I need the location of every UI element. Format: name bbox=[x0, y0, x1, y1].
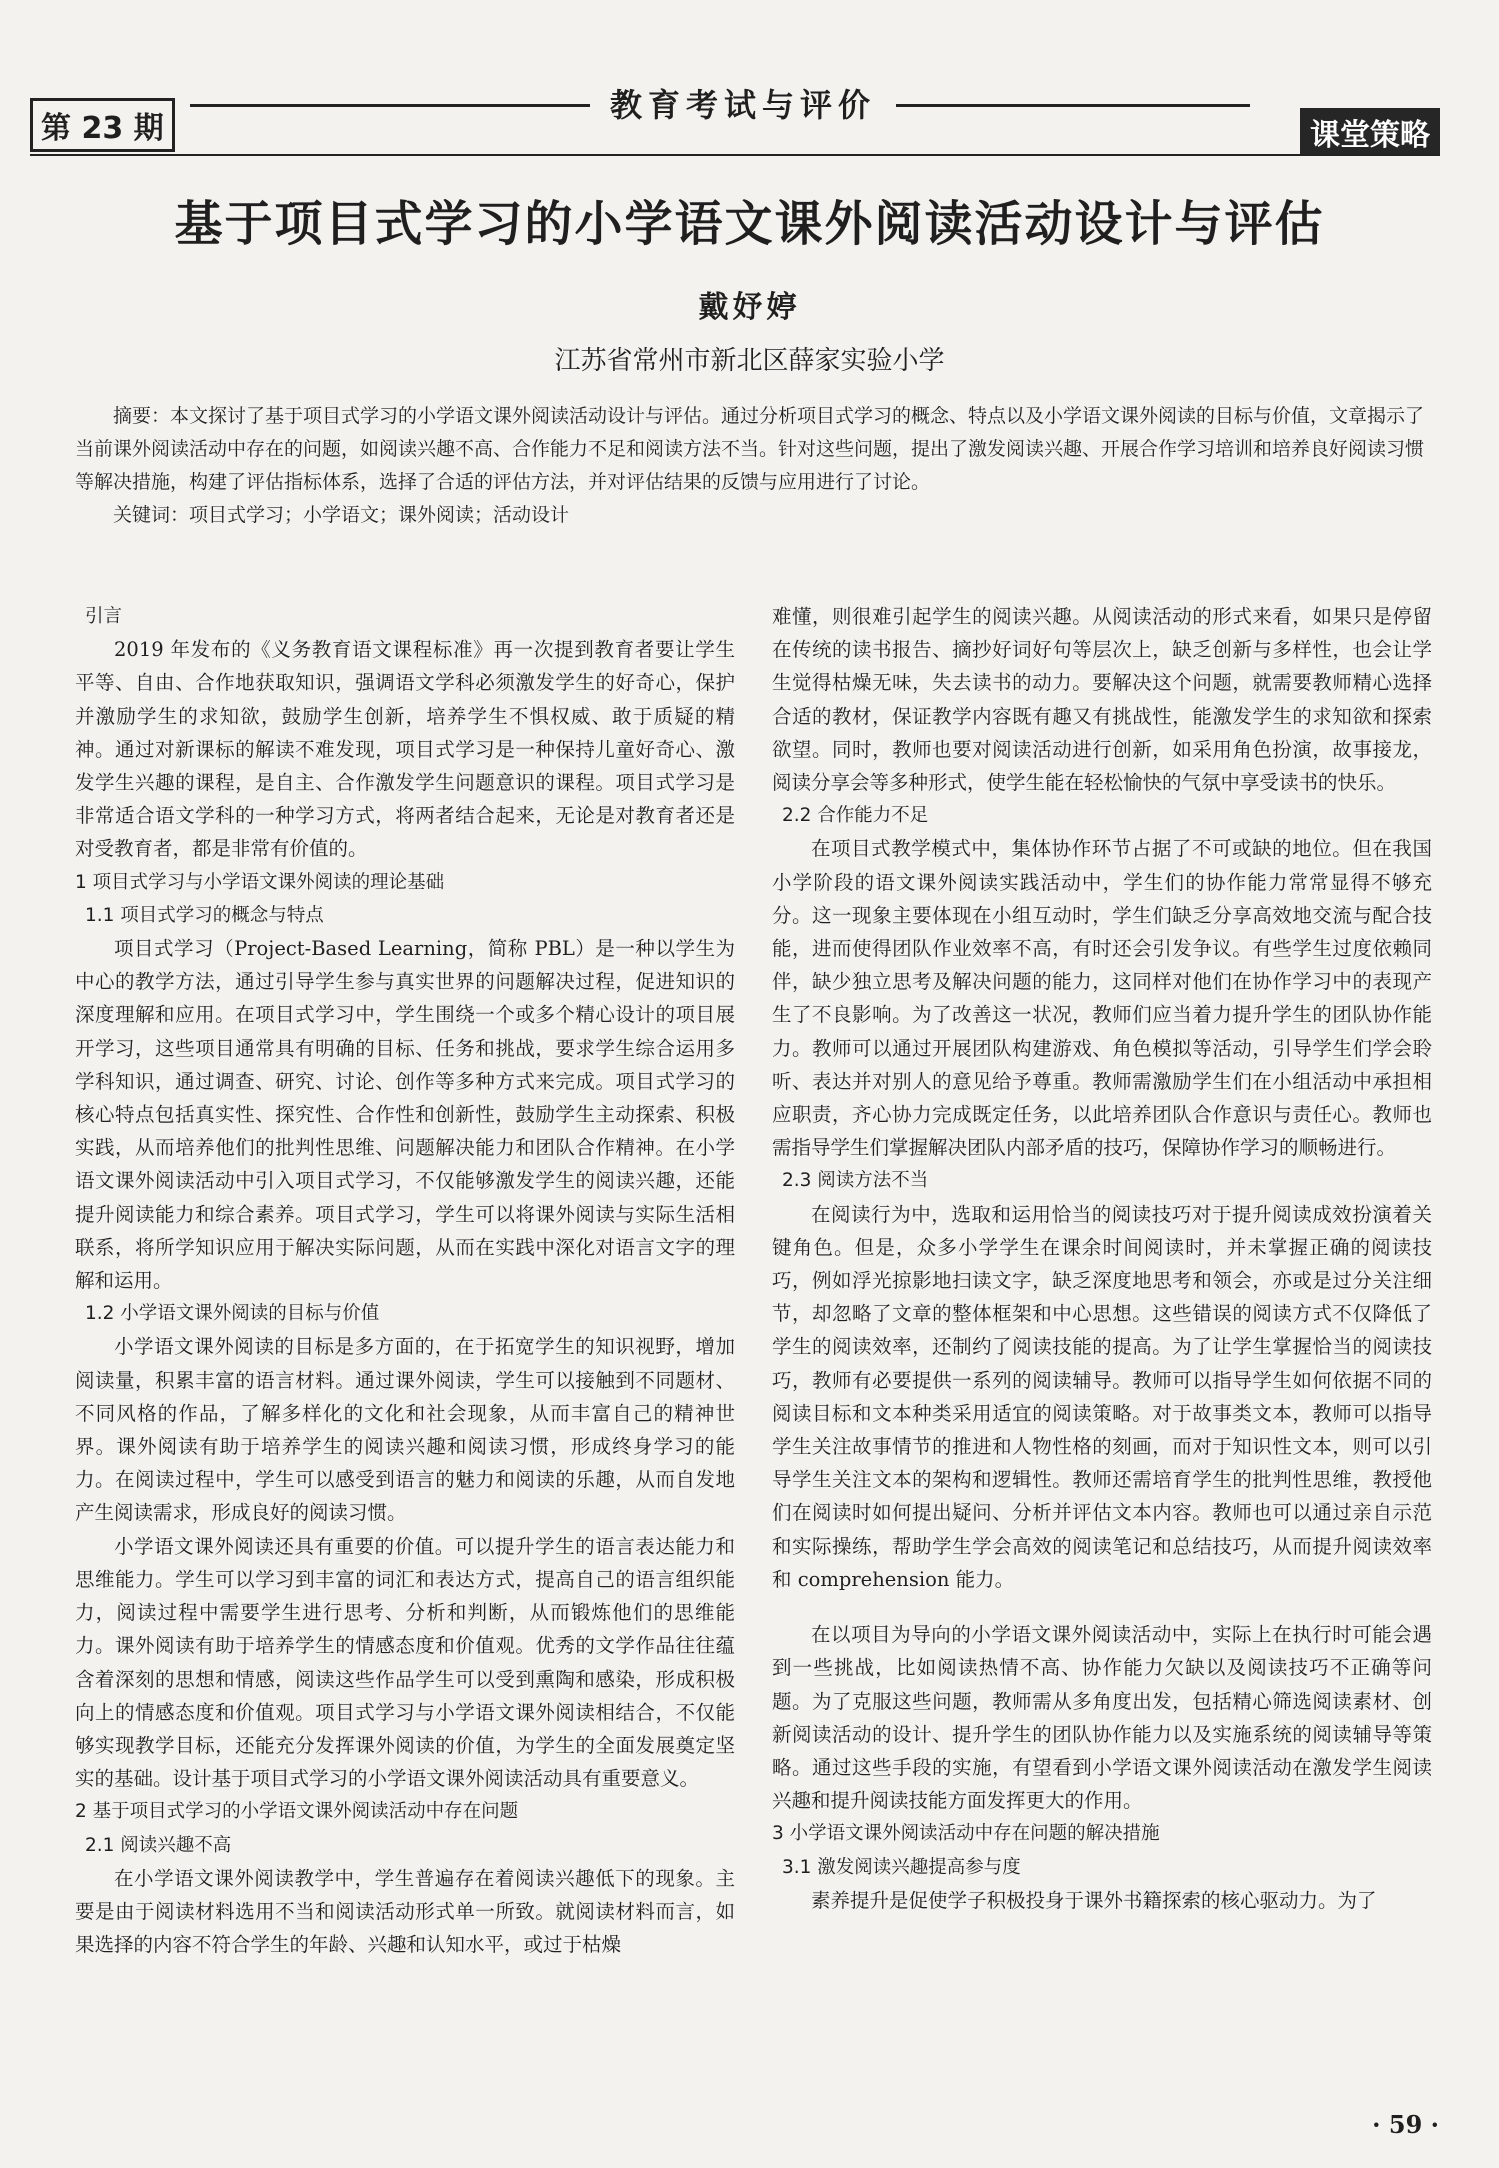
keywords-text: 关键词：项目式学习；小学语文；课外阅读；活动设计 bbox=[113, 504, 570, 526]
section-2-1-continuation: 难懂，则很难引起学生的阅读兴趣。从阅读活动的形式来看，如果只是停留在传统的读书报告、摘抄好词好句等层次上，缺乏创新与多样性，也会让学生觉得枯燥无味，失去读书的动力。要解决这个问题，就需要教师精心选择合适的教材，保证教学内容既有趣又有挑战性，能激发学生的求知欲和探索欲望。同时，教师也要对阅读活动进行创新，如采用角色扮演，故事接龙，阅读分享会等多种形式，使学生能在轻松愉快的气氛中享受读书的快乐。 bbox=[772, 605, 1432, 795]
article-title: 基于项目式学习的小学语文课外阅读活动设计与评估 bbox=[174, 196, 1325, 252]
section-2-3-heading: 2.3 阅读方法不当 bbox=[782, 1170, 929, 1192]
intro-heading: 引言 bbox=[85, 606, 123, 627]
abstract-block bbox=[75, 400, 1430, 532]
section-1-2-heading: 1.2 小学语文课外阅读的目标与价值 bbox=[85, 1303, 380, 1325]
section-2-heading: 2 基于项目式学习的小学语文课外阅读活动中存在问题 bbox=[75, 1801, 519, 1823]
section-2-1-heading: 2.1 阅读兴趣不高 bbox=[85, 1834, 232, 1856]
section-2-2-paragraph: 在项目式教学模式中，集体协作环节占据了不可或缺的地位。但在我国小学阶段的语文课外阅读实践活动中，学生们的协作能力常常显得不够充分。这一现象主要体现在小组互动时，学生们缺乏分享高效地交流与配合技能，进而使得团队作业效率不高，有时还会引发争议。有些学生过度依赖同伴，缺少独立思考及解决问题的能力，这同样对他们在协作学习中的表现产生了不良影响。为了改善这一状况，教师们应当着力提升学生的团队协作能力。教师可以通过开展团队构建游戏、角色模拟等活动，引导学生们学会聆听、表达并对别人的意见给予尊重。教师需激励学生们在小组活动中承担相应职责，齐心协力完成既定任务，以此培养团队合作意识与责任心。教师也需指导学生们掌握解决团队内部矛盾的技巧，保障协作学习的顺畅进行。 bbox=[772, 837, 1432, 1160]
article-author: 戴妤婷 bbox=[698, 290, 801, 325]
section-1-2-paragraph-2: 小学语文课外阅读还具有重要的价值。可以提升学生的语言表达能力和思维能力。学生可以学习到丰富的词汇和表达方式，提高自己的语言组织能力，阅读过程中需要学生进行思考、分析和判断，从而锻炼他们的思维能力。课外阅读有助于培养学生的情感态度和价值观。优秀的文学作品往往蕴含着深刻的思想和情感，阅读这些作品学生可以受到熏陶和感染，形成积极向上的情感态度和价值观。项目式学习与小学语文课外阅读相结合，不仅能够实现教学目标，还能充分发挥课外阅读的价值，为学生的全面发展奠定坚实的基础。设计基于项目式学习的小学语文课外阅读活动具有重要意义。 bbox=[75, 1534, 735, 1791]
section-3-1-heading: 3.1 激发阅读兴趣提高参与度 bbox=[782, 1856, 1021, 1878]
section-1-heading: 1 项目式学习与小学语文课外阅读的理论基础 bbox=[75, 871, 445, 893]
section-label: 课堂策略 bbox=[1300, 108, 1440, 156]
paragraph-gap bbox=[772, 1596, 1432, 1618]
header-divider bbox=[30, 154, 1440, 156]
section-2-3-paragraph: 在阅读行为中，选取和运用恰当的阅读技巧对于提升阅读成效扮演着关键角色。但是，众多小学学生在课余时间阅读时，并未掌握正确的阅读技巧，例如浮光掠影地扫读文字，缺乏深度地思考和领会，亦或是过分关注细节，却忽略了文章的整体框架和中心思想。这些错误的阅读方式不仅降低了学生的阅读效率，还制约了阅读技能的提高。为了让学生掌握恰当的阅读技巧，教师有必要提供一系列的阅读辅导。教师可以指导学生如何依据不同的阅读目标和文本种类采用适宜的阅读策略。对于故事类文本，教师可以指导学生关注故事情节的推进和人物性格的刻画，而对于知识性文本，则可以引导学生关注文本的架构和逻辑性。教师还需培育学生的批判性思维，教授他们在阅读时如何提出疑问、分析并评估文本内容。教师也可以通过亲自示范和实际操练，帮助学生学会高效的阅读笔记和总结技巧，从而提升阅读效率和 comprehension 能力。 bbox=[772, 1202, 1432, 1591]
page-header bbox=[30, 80, 1440, 170]
section-1-1-heading: 1.1 项目式学习的概念与特点 bbox=[85, 904, 324, 926]
issue-label: 第 23 期 bbox=[30, 98, 175, 152]
section-2-2-heading: 2.2 合作能力不足 bbox=[782, 805, 929, 827]
section-3-1-paragraph: 素养提升是促使学子积极投身于课外书籍探索的核心驱动力。为了 bbox=[811, 1888, 1377, 1912]
intro-paragraph: 2019 年发布的《义务教育语文课程标准》再一次提到教育者要让学生平等、自由、合作地获取知识，强调语文学科必须激发学生的好奇心，保护并激励学生的求知欲，鼓励学生创新，培养学生不惧权威、敢于质疑的精神。通过对新课标的解读不难发现，项目式学习是一种保持儿童好奇心、激发学生兴趣的课程，是自主、合作激发学生问题意识的课程。项目式学习是非常适合语文学科的一种学习方式，将两者结合起来，无论是对教育者还是对受教育者，都是非常有价值的。 bbox=[75, 638, 735, 861]
section-2-1-paragraph: 在小学语文课外阅读教学中，学生普遍存在着阅读兴趣低下的现象。主要是由于阅读材料选用不当和阅读活动形式单一所致。就阅读材料而言，如果选择的内容不符合学生的年龄、兴趣和认知水平，或过于枯燥 bbox=[75, 1866, 735, 1957]
page-number: · 59 · bbox=[1372, 2110, 1439, 2139]
abstract-text: 摘要：本文探讨了基于项目式学习的小学语文课外阅读活动设计与评估。通过分析项目式学习的概念、特点以及小学语文课外阅读的目标与价值，文章揭示了当前课外阅读活动中存在的问题，如阅读兴趣不高、合作能力不足和阅读方法不当。针对这些问题，提出了激发阅读兴趣、开展合作学习培训和培养良好阅读习惯等解决措施，构建了评估指标体系，选择了合适的评估方法，并对评估结果的反馈与应用进行了讨论。 bbox=[75, 405, 1425, 493]
section-3-heading: 3 小学语文课外阅读活动中存在问题的解决措施 bbox=[772, 1823, 1160, 1845]
right-column bbox=[772, 600, 1432, 1917]
left-column bbox=[75, 600, 735, 1961]
section-1-1-paragraph: 项目式学习（Project-Based Learning，简称 PBL）是一种以学生为中心的教学方法，通过引导学生参与真实世界的问题解决过程，促进知识的深度理解和应用。在项目式学习中，学生围绕一个或多个精心设计的项目展开学习，这些项目通常具有明确的目标、任务和挑战，要求学生综合运用多学科知识，通过调查、研究、讨论、创作等多种方式来完成。项目式学习的核心特点包括真实性、探究性、合作性和创新性，鼓励学生主动探索、积极实践，从而培养他们的批判性思维、问题解决能力和团队合作精神。在小学语文课外阅读活动中引入项目式学习，不仅能够激发学生的阅读兴趣，还能提升阅读能力和综合素养。项目式学习，学生可以将课外阅读与实际生活相联系，将所学知识应用于解决实际问题，从而在实践中深化对语言文字的理解和运用。 bbox=[75, 937, 735, 1293]
section-1-2-paragraph-1: 小学语文课外阅读的目标是多方面的，在于拓宽学生的知识视野，增加阅读量，积累丰富的语言材料。通过课外阅读，学生可以接触到不同题材、不同风格的作品，了解多样化的文化和社会现象，从而丰富自己的精神世界。课外阅读有助于培养学生的阅读兴趣和阅读习惯，形成终身学习的能力。在阅读过程中，学生可以感受到语言的魅力和阅读的乐趣，从而自发地产生阅读需求，形成良好的阅读习惯。 bbox=[75, 1335, 735, 1525]
section-2-summary: 在以项目为导向的小学语文课外阅读活动中，实际上在执行时可能会遇到一些挑战，比如阅读热情不高、协作能力欠缺以及阅读技巧不正确等问题。为了克服这些问题，教师需从多角度出发，包括精心筛选阅读素材、创新阅读活动的设计、提升学生的团队协作能力以及实施系统的阅读辅导等策略。通过这些手段的实施，有望看到小学语文课外阅读活动在激发学生阅读兴趣和提升阅读技能方面发挥更大的作用。 bbox=[772, 1623, 1432, 1813]
article-affiliation: 江苏省常州市新北区薛家实验小学 bbox=[554, 346, 945, 376]
journal-name: 教育考试与评价 bbox=[590, 80, 896, 126]
